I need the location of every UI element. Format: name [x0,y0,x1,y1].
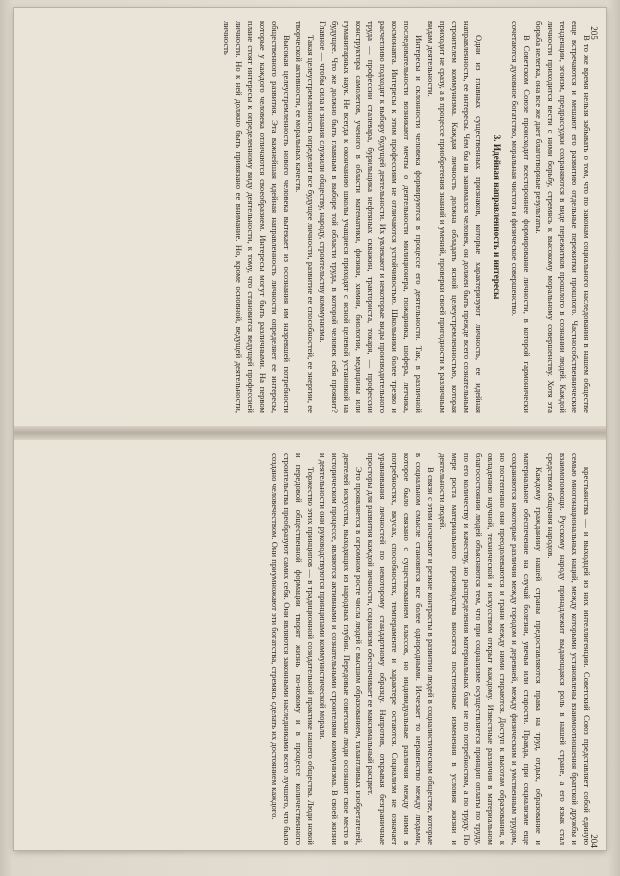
open-book [14,8,606,850]
page-204 [14,440,606,858]
text-column-page-205 [27,21,593,413]
paragraph: Высокая целеустремленность нового человека вытекает из осознания им назревшей потребности общественного развития. Эта важнейшая идейная направленность личности определяет ее интересы, которые у каждого человека отличаются своеобразием. Интересы могут быть различными. На первом плане стоят интересы к определенному виду деятельности, к тому, что становится ведущей профессией личности. Но к ней должно быть привязано ее внимание. Но, кроме основной, ведущей деятельности, личность [222,21,292,413]
paragraph: Одни из главных существенных признаков, которые характеризуют личность, ее идейная направленность, ее интересы. Чем бы ни занимался человек, он должен быть прежде всего сознательным строителем коммунизма. Каждая личность должна обладать ясной целеустремленностью, которая приходит не сразу, а в процессе приобретения знаний и умений, проверки своей пригодности к различным видам деятельности. [426,21,484,413]
text-column-page-204 [27,453,593,845]
paragraph: крестьянства — и выходцей из них интеллигенции. Советский Союз представляет собой единую семью многонациональных наций, между которыми установлены взаимоотношения братской дружбы и взаимопомощи. Русскому народу принадлежит выдающаяся роль в нашей стране, а его язык стал средством общения народов. [546,453,592,845]
section-heading: 3. Идейная направленность и интересы [492,134,502,300]
page-205 [14,8,606,426]
book-spine [14,426,606,440]
page-number: 205 [588,26,599,40]
page-number: 204 [588,834,599,848]
paragraph: Это проявляется в огромном росте числа людей с высшим образованием, талантливых изобретателей, деятелей искусства, выходящих из народных глубин. Передовые советские люди осознают свое место в историческом процессе, являются активными и сознательными строителями коммунизма. В своей жизни и деятельности они руководствуются принципами коммунистической морали. [318,453,364,845]
paragraph: В то же время нельзя забывать о том, что по законам социального наследования в нашем обществе еще встречаются и мешают его развитию отдельные пережитки прошлого. Частнособственнические тенденции, эгоизм, предрассудки сохраняются в виде пережитков прошлого в сознании людей. Каждой личности приходится вести с ними борьбу, стремясь к высокому моральному совершенству. Хотя эта борьба нелегка, она все же дает благотворные результаты. [534,21,592,413]
paragraph: Торжество этих принципов — в традиционной созидательной практике нашего общества. Люди новой и передовой общественной формации творят жизнь по-новому и в процессе количественного строительства преобразуют самих себя. Они являются законными наследниками всего лучшего, что было создано человечеством. Они приумножают эти богатства, стремясь сделать их достоянием каждого. [270,453,316,845]
paragraph: Каждому гражданину нашей страны предоставляются права на труд, отдых, образование и материальное обеспечение на случай болезни, увечья или старости. Правда, при социализме еще сохраняются некоторые различия между городом и деревней, между физическим и умственным трудом, но постепенно они преодолеваются и грани между ними стираются. Доступ к высотам образования, к овладению научной, технической и искусством открыт каждому. Известные различия в материальном благосостоянии людей объясняются тем, что при социализме осуществляется принцип оплаты по труду, по его количеству и качеству, но распределения материальных благ не по потребностям, а по труду. По мере роста материального производства вносятся постепенные изменения в условия жизни и деятельности людей. [438,453,544,845]
paragraph: Интересы и склонности человека формируются в процессе его деятельности. Так, в различной последовательности возникают мечты о деятельности милиционера, пожарника, шофера, летчика, космонавта. Интересы к этим профессиям не отличаются устойчивостью. Школьники более трезво и расчетливо подходят к выбору будущей деятельности. Их увлекают и некоторые виды производительного труда — профессии сталевара, бурильщика нефтяных скважин, тракториста, токаря, — профессии конструктора самолетов, ученого в области математики, физики, химии, биологии, медицины или гуманитарных наук. Не всегда к окончанию школы учащиеся приходят с ясной целевой установкой на будущее. Что же должно быть главным в выборе той области труда, в которой человек себя проявит? Главное — чтобы сила и знания служили обществу, народу, строительству коммунизма. [318,21,424,413]
paragraph: В Советском Союзе происходит всестороннее формирование личности, в которой гармонически сочетаются духовное богатство, моральная чистота и физическое совершенство. [510,21,532,413]
paragraph: В связи с этим исчезают и резкие контрасты в развитии людей в социалистическом обществе, которые в социальном смысле становятся все более однородными. Исчезает то неравенство между людьми, которое было связано с существованием классов, но индивидуальные различия между ними в потребностях, вкусах, способностях, темпераменте и характере остаются. Социализм не означает уравнивания личностей по некоторому стандартному образцу. Напротив, открывая безграничные просторы для развития каждой личности, социализм обеспечивает ее максимальный расцвет. [366,453,436,845]
paragraph: Такая целеустремленность определит все будущее личности, развитие ее способностей, ее энергии, ее творческой активности, ее моральных качеств. [294,21,316,413]
